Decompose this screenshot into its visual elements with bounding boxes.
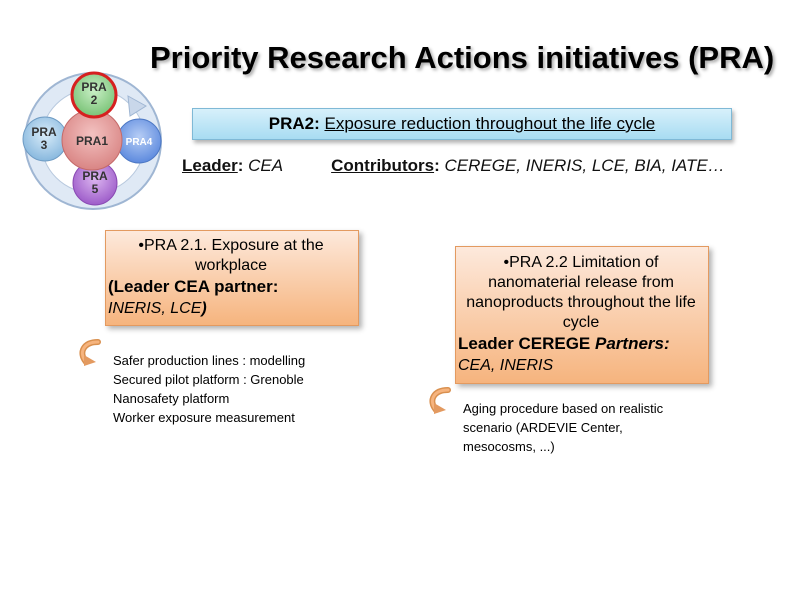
leader-value: CEA [248,156,284,175]
card2-partners-label: Partners: [595,334,670,353]
card2-partners: CEA, INERIS [458,357,554,374]
pra-2-2-items [463,399,693,456]
pra-2-1-card [105,230,359,326]
card1-leader: (Leader CEA partner: [108,277,279,296]
pra-2-2-card [455,246,709,384]
pra3-label: PRA 3 [31,125,57,152]
card2-title: •PRA 2.2 Limitation of nanomaterial release from nanoproducts throughout the life cycle [466,254,696,331]
pra-2-1-items [113,351,305,427]
list-item: Worker exposure measurement [113,410,295,425]
list-item: Safer production lines : modelling [113,353,306,368]
list-item: Secured pilot platform : Grenoble [113,372,304,387]
pra5-label: PRA 5 [82,169,108,196]
curved-arrow-icon [426,386,458,416]
banner-text: Exposure reduction throughout the life cycle [324,114,656,133]
list-item: Aging procedure based on realistic scenario (ARDEVIE Center, mesocosms, ...) [463,401,664,454]
card1-partners: INERIS, LCE [108,300,202,317]
pra2-banner [192,108,732,140]
contributors-label: Contributors [331,156,435,175]
card1-title: •PRA 2.1. Exposure at the workplace [138,237,324,274]
leader-label: Leader [182,156,238,175]
leader-contributors-line: Leader: CEA Contributors: CEREGE, INERIS, LCE, BIA, IATE… [182,156,725,175]
card2-leader: Leader CEREGE [458,334,591,353]
page-title: Priority Research Actions initiatives (PRA) [150,40,775,75]
contributors-value: CEREGE, INERIS, LCE, BIA, IATE… [444,156,725,175]
curved-arrow-icon [76,338,108,368]
pra-cycle-diagram [18,66,168,216]
pra2-label: PRA 2 [81,80,107,107]
pra4-label: PRA4 [125,137,153,148]
list-item: Nanosafety platform [113,391,230,406]
card1-close: ) [201,300,207,317]
banner-code: PRA2: [268,114,320,133]
pra1-label: PRA1 [75,134,109,148]
